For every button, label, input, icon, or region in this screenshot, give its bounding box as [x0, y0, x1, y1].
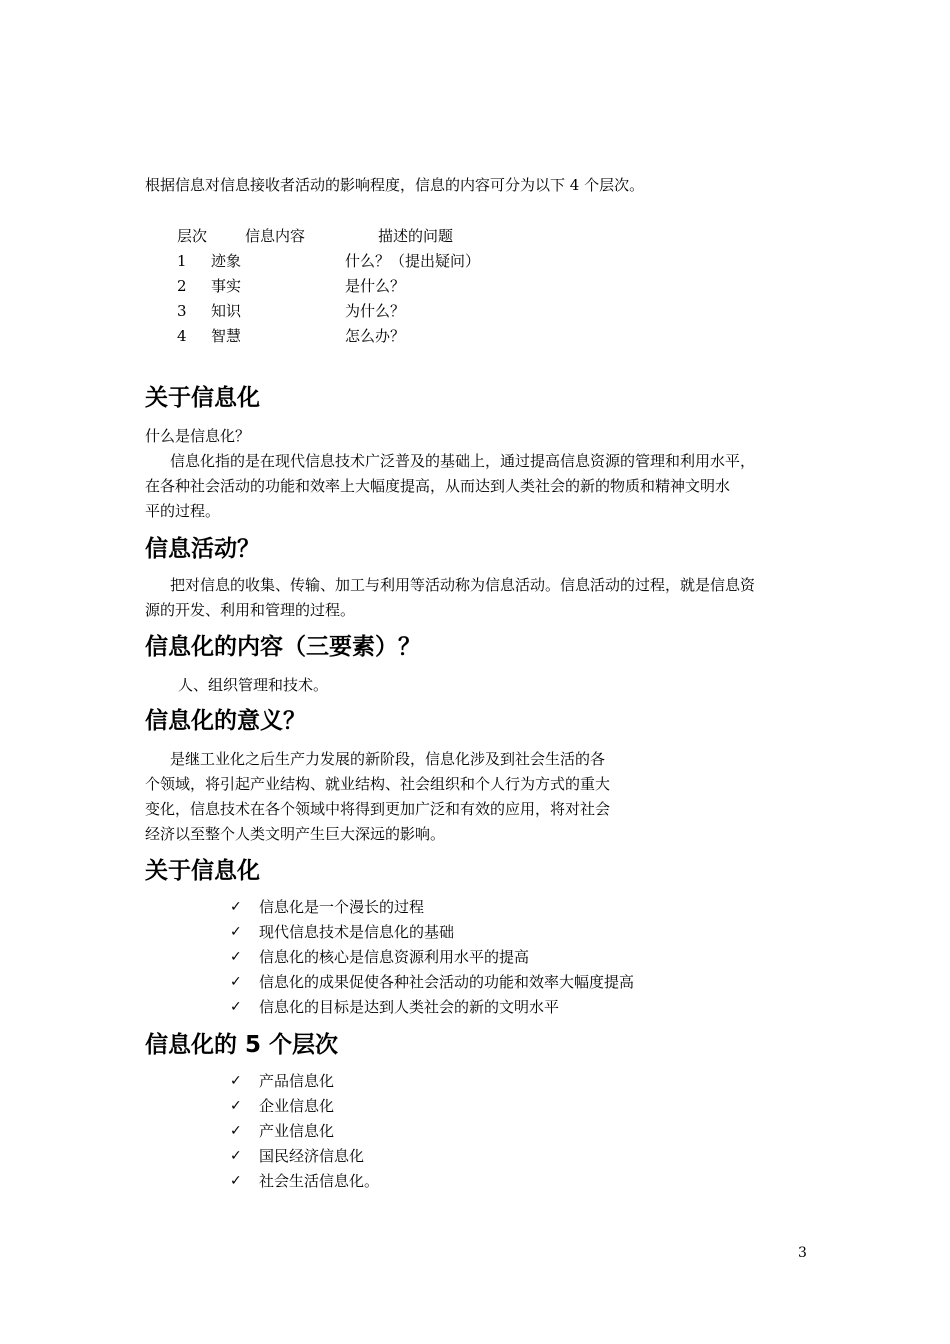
section-heading: 信息化的意义？: [145, 708, 306, 734]
list-item: [230, 1094, 630, 1119]
table-cell-question: 什么？（提出疑问）: [345, 252, 481, 270]
paragraph-line: 经济以至整个人类文明产生巨大深远的影响。: [145, 825, 446, 843]
section-heading: 信息化的内容（三要素）？: [145, 634, 421, 660]
section-heading: 信息活动？: [145, 536, 260, 562]
table-row: [177, 299, 577, 323]
section-heading: 关于信息化: [145, 385, 260, 411]
checkmark-icon: ✓: [230, 1123, 242, 1139]
list-item-text: 产业信息化: [259, 1122, 335, 1140]
table-cell-level: 2: [177, 277, 187, 295]
checkmark-icon: ✓: [230, 949, 242, 965]
list-item: [230, 895, 730, 920]
paragraph-line: 是继工业化之后生产力发展的新阶段，信息化涉及到社会生活的各: [170, 750, 606, 768]
table-row: [177, 274, 577, 298]
list-item-text: 产品信息化: [259, 1072, 335, 1090]
list-item-text: 企业信息化: [259, 1097, 335, 1115]
checkmark-icon: ✓: [230, 999, 242, 1015]
checkmark-icon: ✓: [230, 1098, 242, 1114]
table-cell-level: 1: [177, 252, 187, 270]
table-header-level: 层次: [177, 227, 208, 245]
table-cell-level: 4: [177, 327, 187, 345]
table-row: [177, 249, 577, 273]
table-cell-content: 事实: [211, 277, 242, 295]
list-item: [230, 1069, 630, 1094]
table-row: [177, 324, 577, 348]
list-item: [230, 995, 730, 1020]
table-cell-question: 是什么？: [345, 277, 406, 295]
table-header-row: [177, 224, 577, 248]
section-heading: 关于信息化: [145, 858, 260, 884]
paragraph-line: 信息化指的是在现代信息技术广泛普及的基础上，通过提高信息资源的管理和利用水平，: [170, 452, 756, 470]
paragraph-line: 变化，信息技术在各个领域中将得到更加广泛和有效的应用，将对社会: [145, 800, 611, 818]
list-item-text: 信息化的目标是达到人类社会的新的文明水平: [259, 998, 560, 1016]
list-item: [230, 1144, 630, 1169]
list-item: [230, 970, 730, 995]
paragraph-line: 把对信息的收集、传输、加工与利用等活动称为信息活动。信息活动的过程，就是信息资: [170, 576, 756, 594]
paragraph-line: 个领域，将引起产业结构、就业结构、社会组织和个人行为方式的重大: [145, 775, 611, 793]
page-number: 3: [798, 1245, 807, 1261]
table-cell-level: 3: [177, 302, 187, 320]
list-item-text: 信息化的核心是信息资源利用水平的提高: [259, 948, 530, 966]
table-cell-content: 智慧: [211, 327, 242, 345]
list-item-text: 国民经济信息化: [259, 1147, 365, 1165]
list-item: [230, 920, 730, 945]
table-header-question: 描述的问题: [378, 227, 454, 245]
intro-paragraph: 根据信息对信息接收者活动的影响程度，信息的内容可分为以下 4 个层次。: [145, 176, 645, 194]
list-item-text: 信息化的成果促使各种社会活动的功能和效率大幅度提高: [259, 973, 635, 991]
table-cell-question: 为什么？: [345, 302, 406, 320]
list-item-text: 信息化是一个漫长的过程: [259, 898, 425, 916]
table-cell-question: 怎么办？: [345, 327, 406, 345]
checkmark-icon: ✓: [230, 899, 242, 915]
checkmark-icon: ✓: [230, 1073, 242, 1089]
list-item: [230, 945, 730, 970]
paragraph-line: 平的过程。: [145, 502, 221, 520]
checkmark-icon: ✓: [230, 974, 242, 990]
section-heading: 信息化的 5 个层次: [145, 1032, 339, 1058]
list-item: [230, 1119, 630, 1144]
paragraph-line: 在各种社会活动的功能和效率上大幅度提高，从而达到人类社会的新的物质和精神文明水: [145, 477, 731, 495]
section-question: 什么是信息化？: [145, 427, 251, 445]
checkmark-icon: ✓: [230, 1173, 242, 1189]
list-item-text: 现代信息技术是信息化的基础: [259, 923, 455, 941]
checkmark-icon: ✓: [230, 1148, 242, 1164]
paragraph-line: 源的开发、利用和管理的过程。: [145, 601, 356, 619]
table-cell-content: 迹象: [211, 252, 242, 270]
table-header-content: 信息内容: [245, 227, 306, 245]
paragraph-line: 人、组织管理和技术。: [178, 676, 329, 694]
list-item: [230, 1169, 630, 1194]
list-item-text: 社会生活信息化。: [259, 1172, 380, 1190]
checkmark-icon: ✓: [230, 924, 242, 940]
table-cell-content: 知识: [211, 302, 242, 320]
